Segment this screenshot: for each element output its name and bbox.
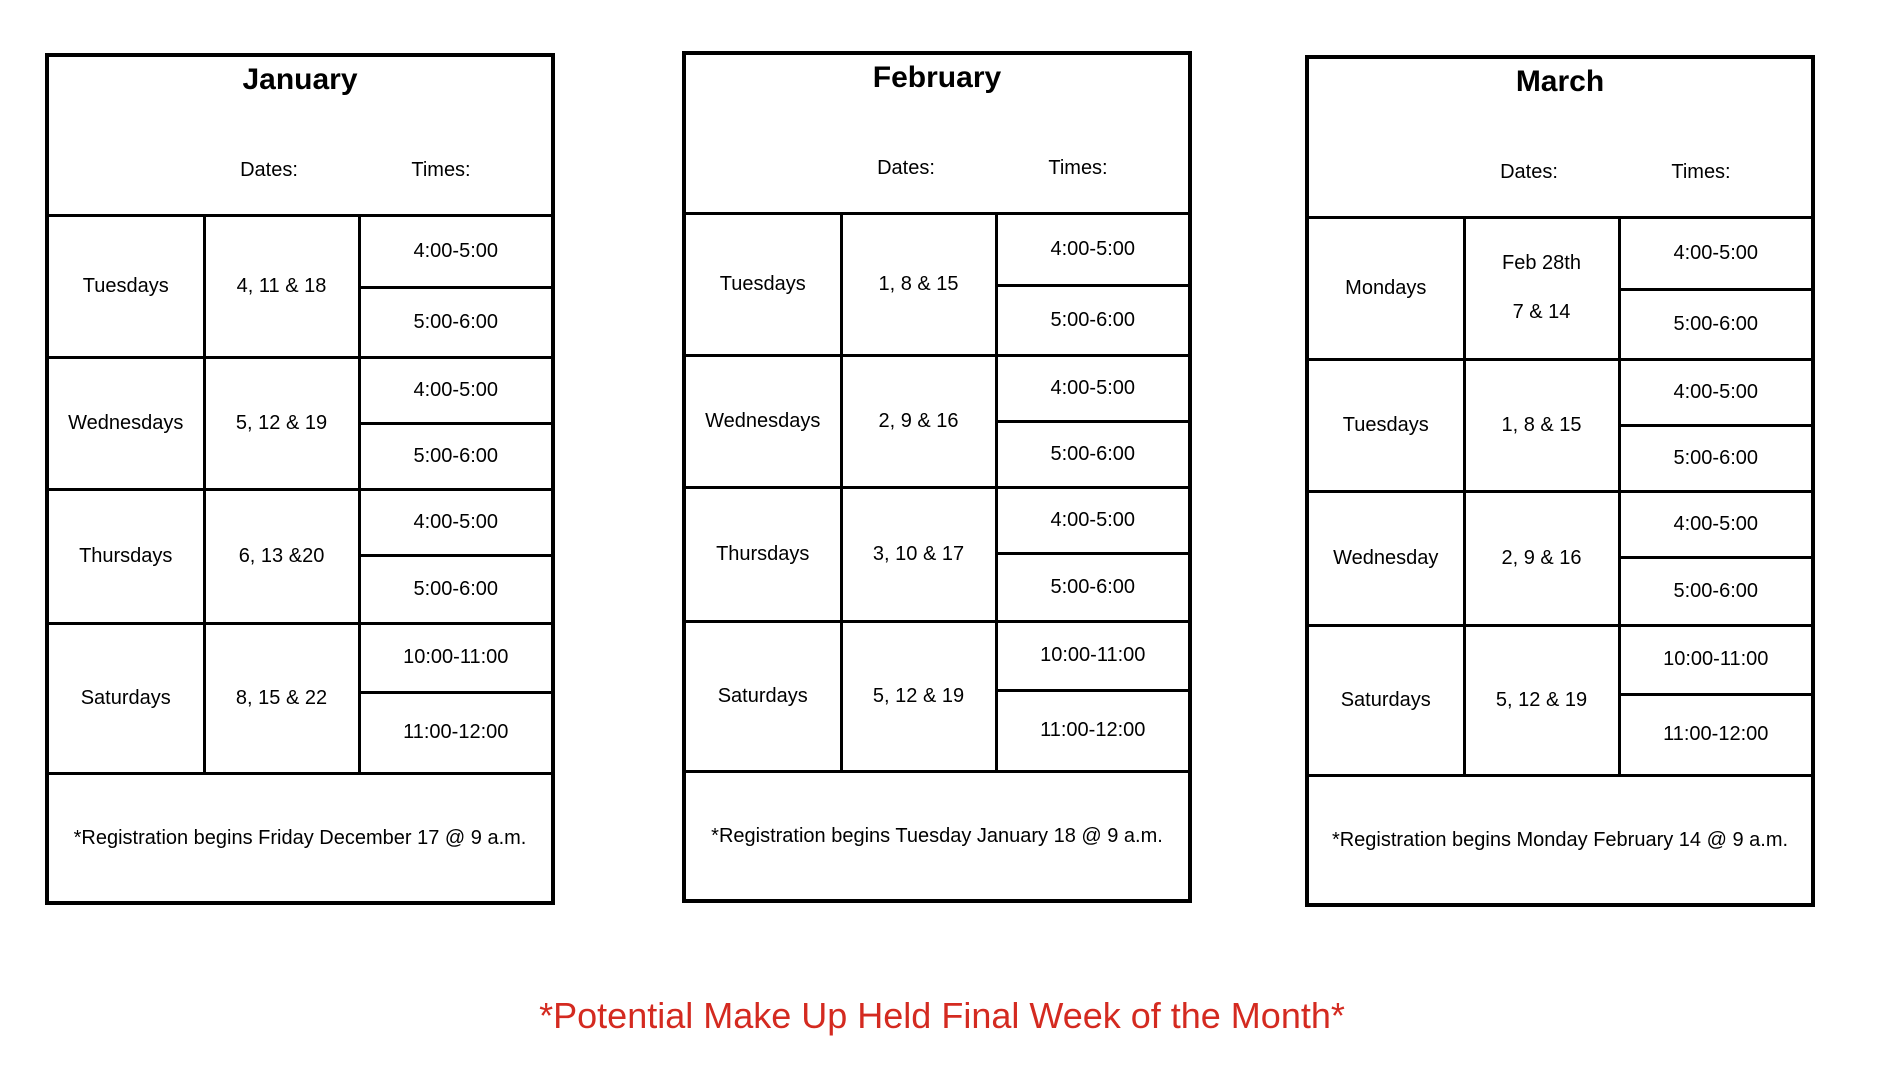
- date-line: 1, 8 & 15: [878, 272, 959, 295]
- time-slot-cell: 5:00-6:00: [1619, 557, 1811, 625]
- time-slot-cell: 4:00-5:00: [359, 489, 551, 555]
- schedule-row: [49, 357, 551, 423]
- time-slot-cell: 4:00-5:00: [996, 487, 1188, 553]
- registration-note: *Registration begins Monday February 14 @ 9 a.m.: [1331, 828, 1789, 851]
- time-slot-cell: 5:00-6:00: [359, 287, 551, 357]
- time-slot-cell: 4:00-5:00: [996, 215, 1188, 285]
- dates-column-header: Dates:: [1500, 161, 1558, 183]
- make-up-note: *Potential Make Up Held Final Week of the Month*: [539, 995, 1345, 1036]
- date-line: 5, 12 & 19: [235, 411, 328, 434]
- dates-cell: [841, 487, 996, 621]
- dates-cell: [1464, 625, 1619, 775]
- date-line: 3, 10 & 17: [872, 542, 965, 565]
- dates-column-header: Dates:: [877, 157, 935, 179]
- schedule-row: [1309, 491, 1811, 557]
- day-cell: Mondays: [1309, 219, 1464, 359]
- day-cell: Thursdays: [49, 489, 204, 623]
- day-cell: Wednesdays: [686, 355, 841, 487]
- date-line: 8, 15 & 22: [235, 686, 328, 709]
- times-column-header: Times:: [1671, 161, 1731, 183]
- date-line: 5, 12 & 19: [1495, 688, 1588, 711]
- time-slot-cell: 10:00-11:00: [996, 621, 1188, 690]
- schedule-table: [686, 215, 1188, 773]
- dates-cell: [204, 623, 359, 773]
- day-cell: Saturdays: [1309, 625, 1464, 775]
- day-cell: Saturdays: [686, 621, 841, 771]
- time-slot-cell: 11:00-12:00: [1619, 694, 1811, 775]
- dates-cell: [1464, 491, 1619, 625]
- dates-cell: [204, 217, 359, 357]
- time-slot-cell: 4:00-5:00: [1619, 359, 1811, 425]
- date-line: 1, 8 & 15: [1501, 413, 1582, 436]
- schedule-row: [49, 623, 551, 692]
- schedule-row: [686, 621, 1188, 690]
- day-cell: Wednesdays: [49, 357, 204, 489]
- time-slot-cell: 4:00-5:00: [359, 217, 551, 287]
- time-slot-cell: 11:00-12:00: [359, 692, 551, 773]
- dates-cell: [1464, 219, 1619, 359]
- date-line: 5, 12 & 19: [872, 684, 965, 707]
- time-slot-cell: 4:00-5:00: [1619, 219, 1811, 289]
- time-slot-cell: 11:00-12:00: [996, 690, 1188, 771]
- dates-cell: [841, 621, 996, 771]
- month-title: March: [1515, 65, 1605, 98]
- date-line: 2, 9 & 16: [878, 409, 959, 432]
- schedule-row: [1309, 219, 1811, 289]
- panel-header: [686, 55, 1188, 215]
- registration-note: *Registration begins Tuesday January 18 @ 9 a.m.: [711, 824, 1163, 847]
- dates-cell: [841, 355, 996, 487]
- registration-note: *Registration begins Friday December 17 @ 9 a.m.: [73, 826, 527, 849]
- day-cell: Tuesdays: [49, 217, 204, 357]
- schedule-row: [49, 217, 551, 287]
- dates-cell: [204, 357, 359, 489]
- month-schedule-panel: [682, 51, 1192, 903]
- month-title: February: [872, 61, 1002, 94]
- date-line: 6, 13 &20: [238, 544, 325, 567]
- time-slot-cell: 5:00-6:00: [996, 285, 1188, 355]
- times-column-header: Times:: [1048, 157, 1108, 179]
- month-title: January: [242, 63, 358, 96]
- time-slot-cell: 10:00-11:00: [1619, 625, 1811, 694]
- month-schedule-panel: [45, 53, 555, 905]
- day-cell: Tuesdays: [1309, 359, 1464, 491]
- date-line: 7 & 14: [1512, 301, 1571, 324]
- schedule-table: [1309, 219, 1811, 777]
- day-cell: Saturdays: [49, 623, 204, 773]
- date-line: 2, 9 & 16: [1501, 546, 1582, 569]
- day-cell: Tuesdays: [686, 215, 841, 355]
- time-slot-cell: 4:00-5:00: [359, 357, 551, 423]
- dates-cell: [841, 215, 996, 355]
- date-line: Feb 28th: [1502, 252, 1581, 275]
- time-slot-cell: 4:00-5:00: [996, 355, 1188, 421]
- schedule-row: [686, 487, 1188, 553]
- schedule-row: [686, 215, 1188, 285]
- time-slot-cell: 5:00-6:00: [359, 423, 551, 489]
- time-slot-cell: 5:00-6:00: [996, 553, 1188, 621]
- day-cell: Thursdays: [686, 487, 841, 621]
- time-slot-cell: 10:00-11:00: [359, 623, 551, 692]
- schedule-row: [49, 489, 551, 555]
- time-slot-cell: 5:00-6:00: [996, 421, 1188, 487]
- schedule-row: [1309, 625, 1811, 694]
- schedule-row: [1309, 359, 1811, 425]
- panel-header: [1309, 59, 1811, 219]
- time-slot-cell: 4:00-5:00: [1619, 491, 1811, 557]
- time-slot-cell: 5:00-6:00: [1619, 425, 1811, 491]
- schedule-table: [49, 217, 551, 775]
- schedule-row: [686, 355, 1188, 421]
- time-slot-cell: 5:00-6:00: [359, 555, 551, 623]
- times-column-header: Times:: [411, 159, 471, 181]
- month-schedule-panel: [1305, 55, 1815, 907]
- dates-cell: [204, 489, 359, 623]
- day-cell: Wednesday: [1309, 491, 1464, 625]
- panel-header: [49, 57, 551, 217]
- dates-column-header: Dates:: [240, 159, 298, 181]
- date-line: 4, 11 & 18: [236, 274, 327, 297]
- dates-cell: [1464, 359, 1619, 491]
- time-slot-cell: 5:00-6:00: [1619, 289, 1811, 359]
